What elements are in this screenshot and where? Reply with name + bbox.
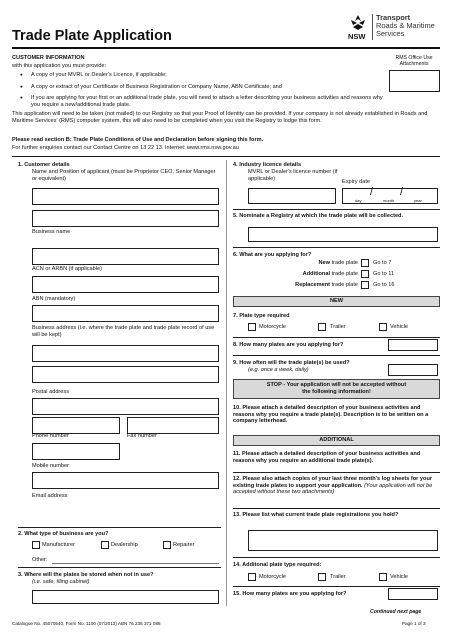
trailer-checkbox[interactable]	[318, 323, 326, 331]
nsw-logo	[347, 13, 369, 43]
replacement-label: Replacement	[295, 282, 330, 288]
abn-field[interactable]	[32, 276, 219, 293]
acn-label: ACN or ARBN (if applicable)	[32, 266, 102, 272]
new-row-label	[268, 260, 358, 267]
section-4-title: 4. Industry licence details	[233, 162, 302, 168]
section-1-subtitle	[32, 169, 217, 182]
section-9-subtitle: (e.g. once a week, daily)	[248, 367, 309, 373]
section-9-title: 9. How often will the trade plate(s) be used?	[233, 360, 350, 366]
email-field[interactable]	[32, 472, 219, 489]
date-slash: /	[400, 186, 404, 198]
go-to-7: Go to 7	[373, 260, 392, 266]
fax-label: Fax number	[127, 433, 157, 439]
requirement-item: ● If you are applying for your first or an additional trade plate, you will need to attach a letter describing your business activities and reasons why you require a new/additional trade plate.	[18, 95, 384, 108]
section-13-title: 13. Please list what current trade plate registrations you hold?	[233, 512, 399, 518]
additional-plate-checkbox[interactable]	[361, 270, 369, 278]
additional-vehicle-checkbox[interactable]	[379, 573, 387, 581]
section-15-title: 15. How many plates are you applying for?	[233, 591, 347, 597]
business-address-label: Business address (i.e. where the trade plate and trade plate record of use will be kept)	[32, 325, 215, 338]
plate-count-field[interactable]	[388, 339, 438, 351]
expiry-date-label: Expiry date	[342, 179, 370, 185]
replacement-row-label	[248, 282, 358, 289]
section-12-title	[233, 476, 438, 496]
dealership-checkbox[interactable]	[101, 541, 109, 549]
intro-section-b-note: Please read section B: Trade Plate Conditions of Use and Declaration before signing this form.	[12, 137, 264, 143]
replacement-plate-checkbox[interactable]	[361, 281, 369, 289]
trade-plate-label: trade plate	[331, 282, 358, 288]
agency-line-2: Roads & Maritime	[376, 21, 435, 31]
office-use-box	[389, 70, 440, 92]
phone-label: Phone number	[32, 433, 69, 439]
licence-number-field[interactable]	[248, 188, 336, 204]
manufacturer-label: Manufacturer	[42, 542, 75, 548]
additional-motorcycle-checkbox[interactable]	[248, 573, 256, 581]
additional-row-label	[258, 271, 358, 278]
motorcycle-label: Motorcycle	[259, 324, 287, 330]
new-label: New	[318, 260, 330, 266]
business-address-field[interactable]	[32, 305, 219, 322]
trade-plate-label: trade plate	[331, 271, 358, 277]
mobile-field[interactable]	[32, 443, 120, 460]
section-6-title: 6. What are you applying for?	[233, 252, 312, 258]
footer-page-number: Page 1 of 3	[402, 621, 426, 626]
abn-label: ABN (mandatory)	[32, 296, 76, 302]
new-banner: NEW	[233, 296, 440, 307]
new-plate-checkbox[interactable]	[361, 259, 369, 267]
vehicle-label: Vehicle	[390, 324, 409, 330]
manufacturer-checkbox[interactable]	[32, 541, 40, 549]
section-12-text: 12. Please also attach copies of your last three month's log sheets for your existing trade plates to support your application.	[233, 476, 433, 489]
repairer-checkbox[interactable]	[163, 541, 171, 549]
section-2-title: 2. What type of business are you?	[18, 531, 109, 537]
section-5-title: 5. Nominate a Registry at which the trade plate will be collected.	[233, 213, 404, 219]
go-to-16: Go to 16	[373, 282, 395, 288]
section-10-title: 10. Please attach a detailed description of your business activities and reasons why you require a trade plate(s). Description is to be written on a company letterhead.	[233, 405, 429, 425]
storage-field[interactable]	[32, 590, 219, 604]
customer-info-heading: CUSTOMER INFORMATION	[12, 55, 85, 61]
repairer-label: Repairer	[173, 542, 195, 548]
other-line[interactable]	[52, 563, 219, 564]
additional-trailer-label: Trailer	[330, 574, 346, 580]
footer-catalogue: Catalogue No. 45070540, Form No. 1100 (07/2013) ABN 76 236 371 088	[12, 621, 161, 626]
agency-line-3: Services	[376, 29, 405, 39]
usage-frequency-field[interactable]	[388, 364, 438, 376]
postal-address-field-2[interactable]	[32, 398, 219, 415]
additional-motorcycle-label: Motorcycle	[259, 574, 287, 580]
email-label: Email address	[32, 493, 68, 499]
requirement-item: ● A copy of your MVRL or Dealer's Licence, if applicable;	[18, 72, 384, 79]
trailer-label: Trailer	[330, 324, 346, 330]
additional-vehicle-label: Vehicle	[390, 574, 409, 580]
agency-name	[376, 14, 435, 39]
customer-info-lead: with this application you must provide:	[12, 63, 107, 69]
dealership-label: Dealership	[111, 542, 138, 548]
vehicle-checkbox[interactable]	[379, 323, 387, 331]
postal-address-field[interactable]	[32, 366, 219, 383]
section-7-title: 7. Plate type required	[233, 313, 290, 319]
intro-contact: For further enquiries contact our Contact Centre on 13 22 13. Internet: www.rms.nsw.gov.au	[12, 145, 239, 151]
motorcycle-checkbox[interactable]	[248, 323, 256, 331]
additional-label: Additional	[302, 271, 330, 277]
registry-field[interactable]	[248, 227, 438, 242]
continued-note: Continued next page	[370, 609, 422, 615]
go-to-11: Go to 11	[373, 271, 395, 277]
postal-address-label: Postal address	[32, 389, 70, 395]
requirement-item: ● A copy or extract of your Certificate of Business Registration or Company Name, ABN Certificate; and	[18, 84, 384, 91]
section-3-subtitle: (i.e. safe, filing cabinet)	[32, 579, 90, 585]
applicant-label: Name and Position of applicant (must be Proprietor CEO, Senior Manager or equivalent)	[32, 169, 216, 182]
month-label: month	[383, 198, 395, 203]
section-8-title: 8. How many plates are you applying for?	[233, 342, 344, 348]
acn-field[interactable]	[32, 248, 219, 265]
section-11-title: 11. Please attach a detailed description of your business activities and reasons why you require an additional trade plate(s).	[233, 451, 421, 464]
section-3-title: 3. Where will the plates be stored when not in use?	[18, 572, 154, 578]
mobile-label: Mobile number	[32, 463, 69, 469]
office-use-label: RMS Office Use Attachments	[395, 55, 433, 68]
page-title: Trade Plate Application	[12, 28, 172, 44]
applicant-name-field[interactable]	[32, 188, 219, 205]
section-12-note: (Your application will not be accepted without these two attachments)	[233, 482, 433, 496]
requirements-list	[18, 72, 384, 108]
section-14-title: 14. Additonal plate type required:	[233, 562, 322, 568]
section-1-title: 1. Customer details	[18, 162, 70, 168]
section-4-subtitle: MVRL or Dealer's licence number (if applicable)	[248, 169, 338, 182]
additional-plate-count-field[interactable]	[388, 588, 438, 600]
additional-banner: ADDITIONAL	[233, 435, 440, 446]
trade-plate-label: trade plate	[331, 260, 358, 266]
agency-line-1: Transport	[376, 13, 411, 22]
phone-field[interactable]	[32, 417, 120, 434]
year-label: year	[414, 198, 422, 203]
stop-banner: STOP - Your application will not be accepted without the following information!	[233, 379, 440, 399]
business-name-label: Business name	[32, 229, 71, 235]
business-address-field-2[interactable]	[32, 345, 219, 362]
other-label: Other:	[32, 557, 48, 563]
day-label: day	[355, 198, 362, 203]
business-name-field[interactable]	[32, 210, 219, 227]
fax-field[interactable]	[127, 417, 219, 434]
current-registrations-field[interactable]	[248, 530, 438, 551]
date-slash: /	[370, 186, 374, 198]
nsw-logo-text: NSW	[348, 32, 366, 41]
intro-paragraph: This application will need to be taken (not mailed) to our Registry so that your Proof of Identity can be provided. If your company is not already established in Roads and Maritime Services' (RMS) computer system, this will also need to be completed when you visit the Registry to lodge this form.	[12, 111, 428, 124]
additional-trailer-checkbox[interactable]	[318, 573, 326, 581]
